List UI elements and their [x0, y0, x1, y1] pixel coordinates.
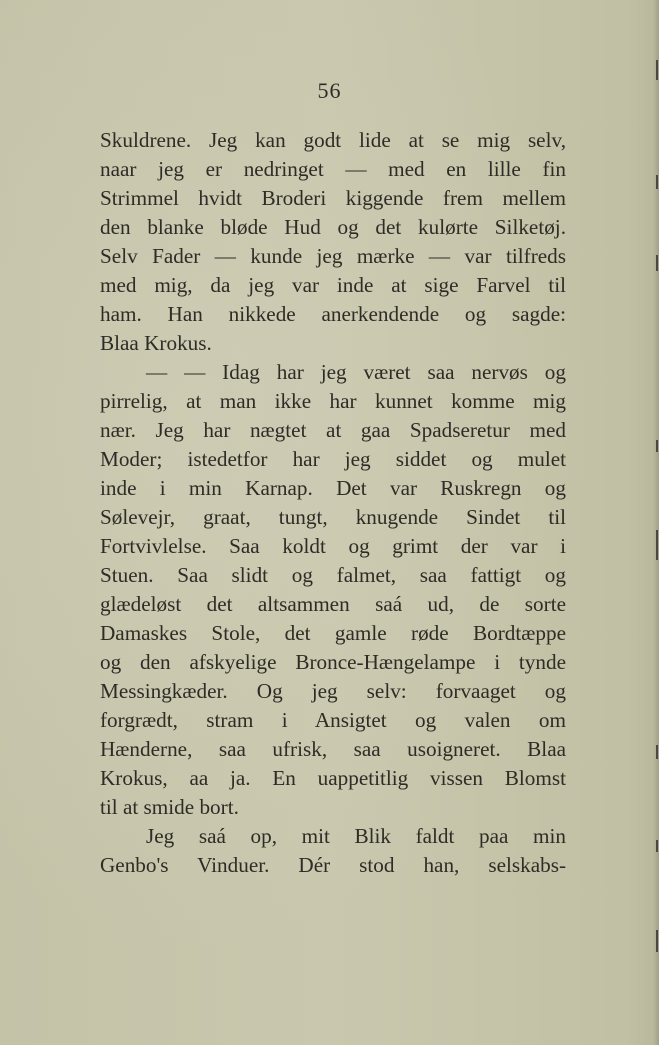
edge-mark — [656, 60, 658, 80]
text-line: Blaa Krokus. — [100, 331, 212, 355]
text-line: Sølevejr, graat, tungt, knugende Sindet til — [100, 505, 566, 529]
text-line: inde i min Karnap. Det var Ruskregn og — [100, 476, 566, 500]
edge-mark — [656, 840, 658, 852]
text-line: nær. Jeg har nægtet at gaa Spadseretur med — [100, 418, 566, 442]
edge-mark — [656, 175, 658, 189]
text-line: Strimmel hvidt Broderi kiggende frem mellem — [100, 186, 566, 210]
page-number: 56 — [317, 78, 342, 103]
text-line: Selv Fader — kunde jeg mærke — var tilfreds — [100, 244, 566, 268]
text-line: ham. Han nikkede anerkendende og sagde: — [100, 302, 566, 326]
text-line: Moder; istedetfor har jeg siddet og mulet — [100, 447, 566, 471]
text-line: Messingkæder. Og jeg selv: forvaaget og — [100, 679, 566, 703]
text-line: naar jeg er nedringet — med en lille fin — [100, 157, 566, 181]
text-line: Hænderne, saa ufrisk, saa usoigneret. Blaa — [100, 737, 566, 761]
text-line: — — Idag har jeg været saa nervøs og — [146, 360, 566, 384]
text-line: med mig, da jeg var inde at sige Farvel til — [100, 273, 566, 297]
text-line: Damaskes Stole, det gamle røde Bordtæppe — [100, 621, 566, 645]
text-line: Skuldrene. Jeg kan godt lide at se mig selv, — [100, 128, 566, 152]
text-line: til at smide bort. — [100, 795, 239, 819]
edge-mark — [656, 930, 658, 952]
text-line: den blanke bløde Hud og det kulørte Silketøj. — [100, 215, 566, 239]
text-line: Genbo's Vinduer. Dér stod han, selskabs- — [100, 853, 566, 877]
page-edge-shadow — [653, 0, 659, 1045]
text-line: og den afskyelige Bronce-Hængelampe i tynde — [100, 650, 566, 674]
text-line: Krokus, aa ja. En uappetitlig vissen Blomst — [100, 766, 566, 790]
edge-mark — [656, 530, 658, 560]
text-line: Stuen. Saa slidt og falmet, saa fattigt og — [100, 563, 566, 587]
text-line: pirrelig, at man ikke har kunnet komme mig — [100, 389, 566, 413]
text-line: glædeløst det altsammen saá ud, de sorte — [100, 592, 566, 616]
edge-mark — [656, 745, 658, 759]
text-line: Jeg saá op, mit Blik faldt paa min — [146, 824, 566, 848]
edge-mark — [656, 440, 658, 452]
text-line: Fortvivlelse. Saa koldt og grimt der var i — [100, 534, 566, 558]
text-line: forgrædt, stram i Ansigtet og valen om — [100, 708, 566, 732]
body-text — [100, 126, 566, 880]
edge-mark — [656, 255, 658, 271]
